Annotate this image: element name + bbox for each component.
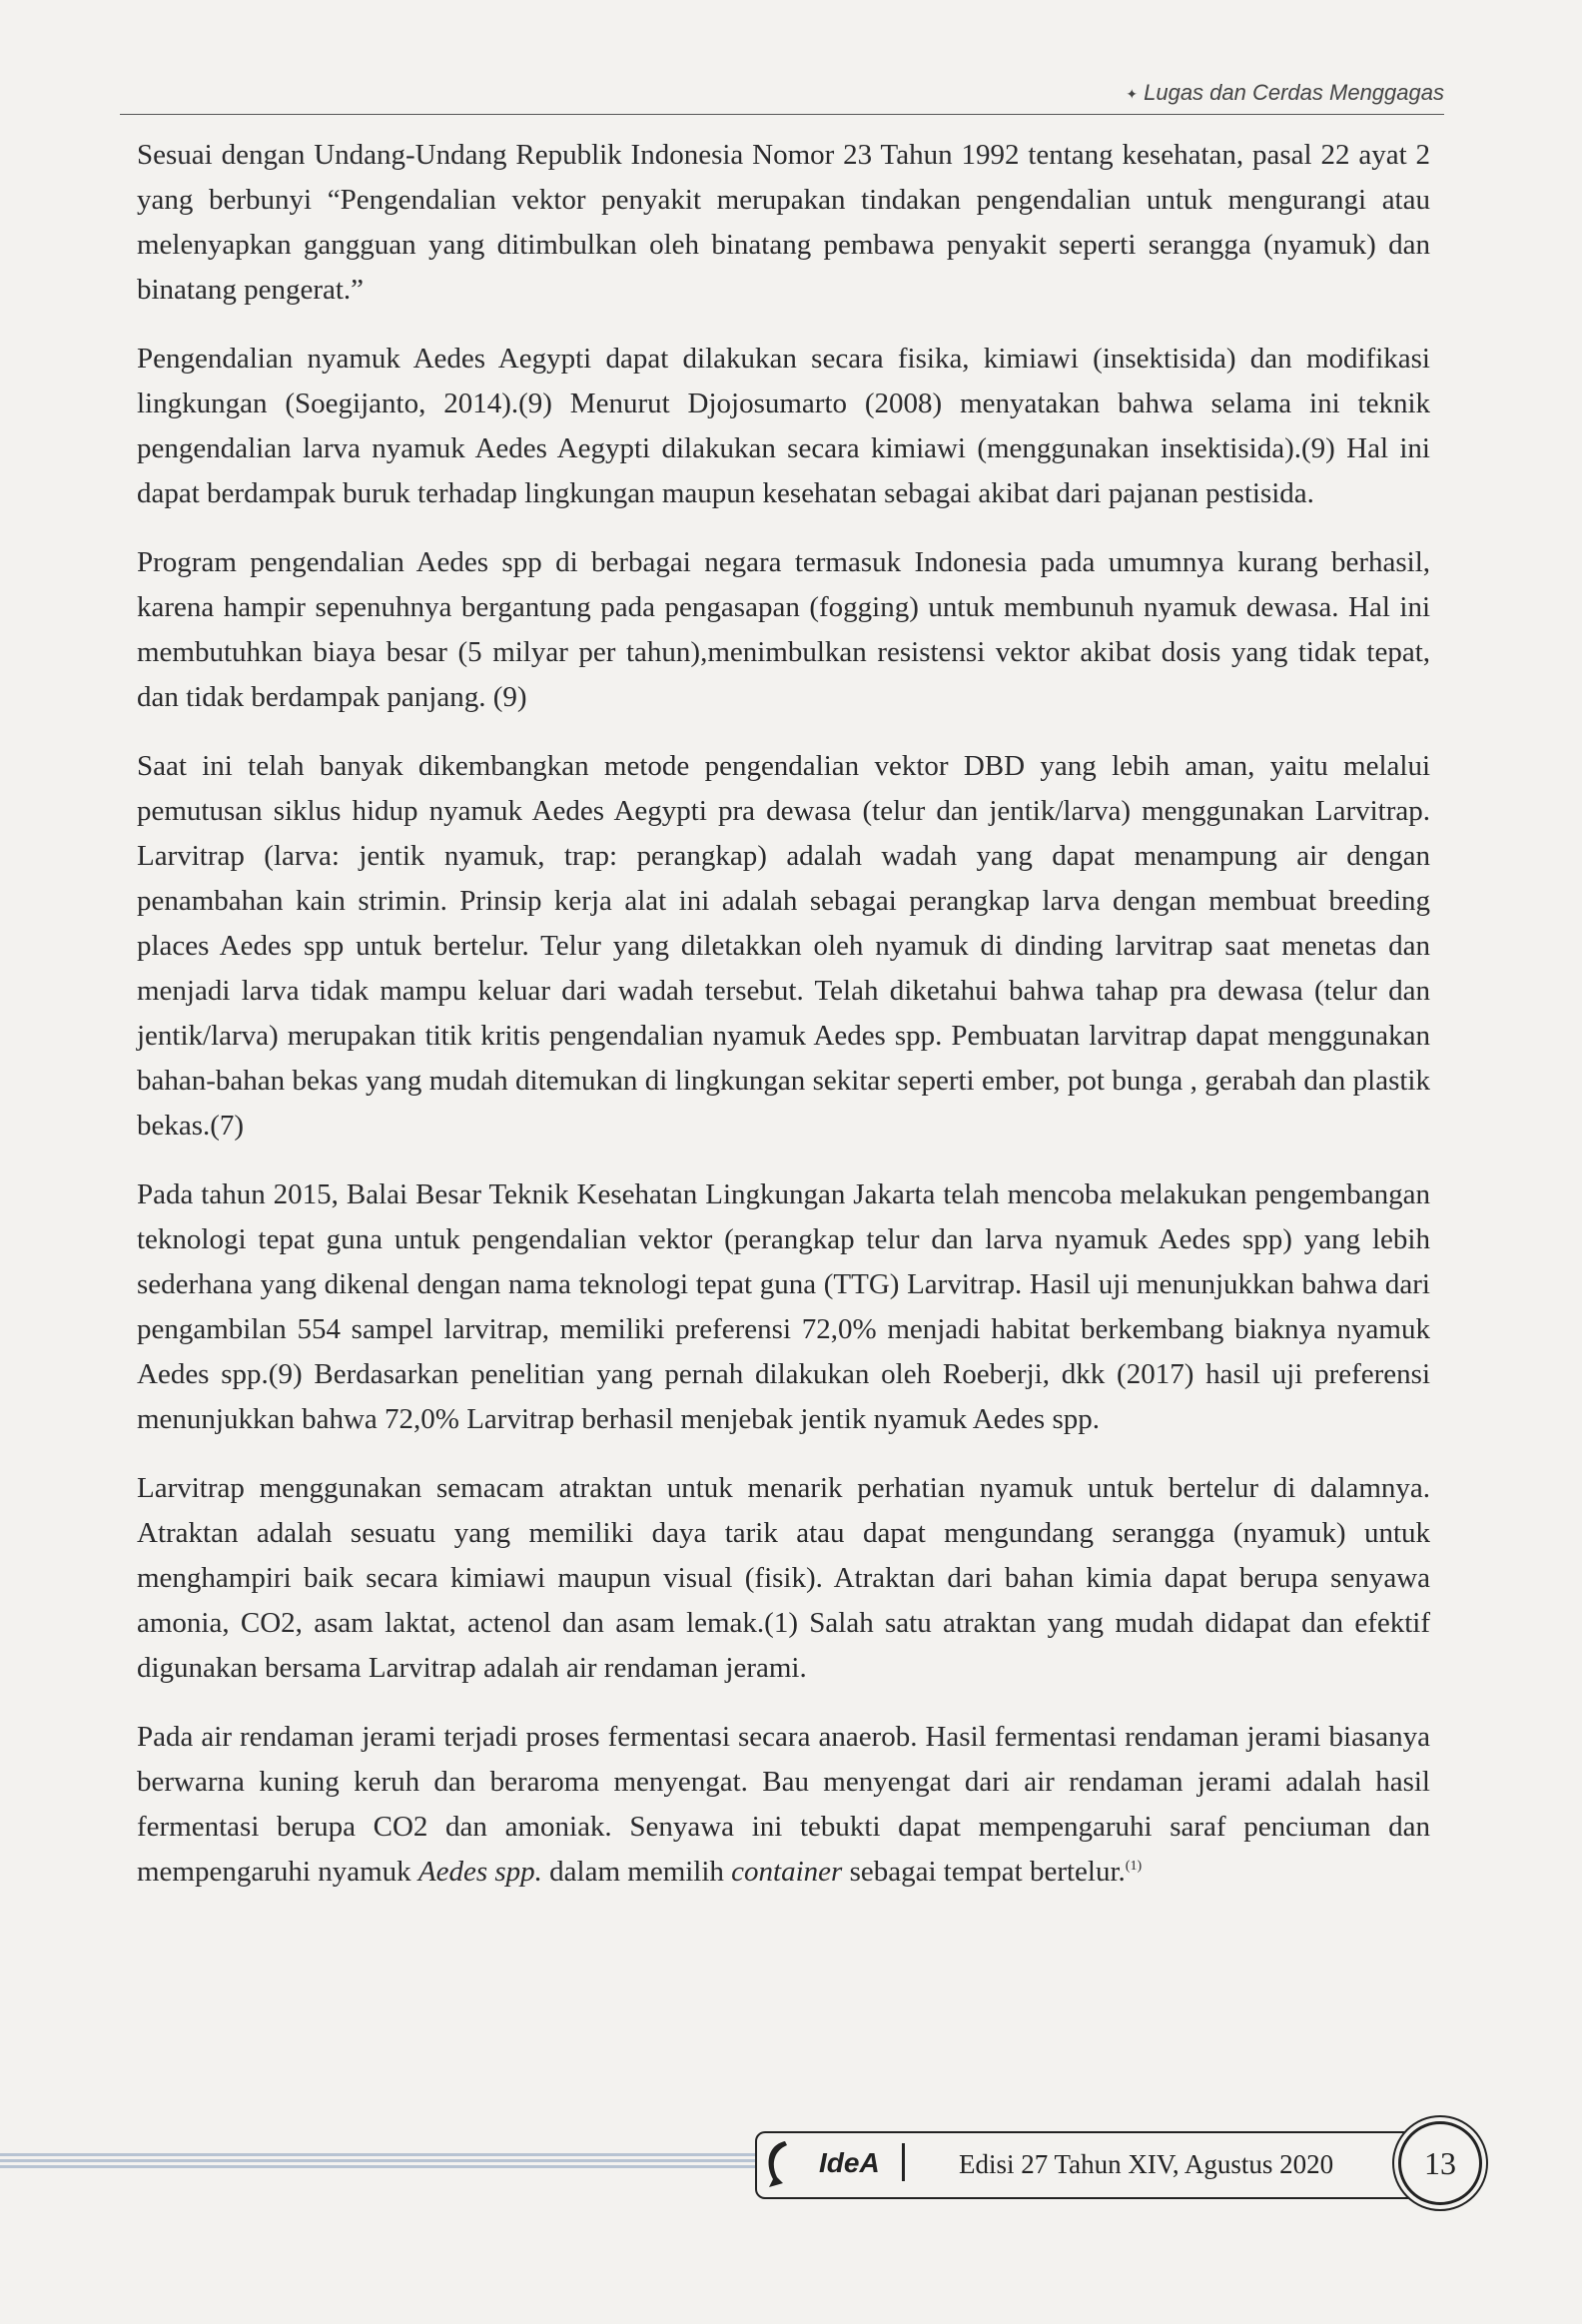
paragraph-7-text-b: dalam memilih: [541, 1856, 732, 1888]
page-footer: [0, 2117, 1582, 2207]
header-rule: [120, 114, 1444, 115]
footer-decorative-lines: [0, 2153, 789, 2171]
page-number: 13: [1398, 2121, 1482, 2205]
species-name: Aedes spp.: [417, 1856, 542, 1888]
citation-superscript: (1): [1125, 1859, 1143, 1874]
paragraph-7: [137, 1715, 1430, 1895]
article-body: [137, 133, 1430, 1919]
bullet-icon: ✦: [1126, 85, 1139, 102]
page-header: [120, 76, 1444, 116]
edition-info: Edisi 27 Tahun XIV, Agustus 2020: [959, 2149, 1334, 2179]
logo-swoosh-icon: [761, 2135, 791, 2191]
magazine-logo: IdeA: [819, 2147, 880, 2178]
running-header-text: Lugas dan Cerdas Menggagas: [1144, 80, 1444, 105]
paragraph-2: Pengendalian nyamuk Aedes Aegypti dapat dilakukan secara fisika, kimiawi (insektisida) dan modifikasi lingkungan (Soegijanto, 2014).(9) Menurut Djojosumarto (2008) menyatakan bahwa selama ini teknik pengendalian larva nyamuk Aedes Aegypti dilakukan secara kimiawi (menggunakan insektisida).(9) Hal ini dapat berdampak buruk terhadap lingkungan maupun kesehatan sebagai akibat dari pajanan pestisida.: [137, 343, 1430, 509]
container-term: container: [731, 1856, 843, 1888]
paragraph-7-text-c: sebagai tempat bertelur.: [842, 1856, 1126, 1888]
paragraph-6: Larvitrap menggunakan semacam atraktan untuk menarik perhatian nyamuk untuk bertelur di dalamnya. Atraktan adalah sesuatu yang memiliki daya tarik atau dapat mengundang serangga (nyamuk) untuk menghampiri baik secara kimiawi maupun visual (fisik). Atraktan dari bahan kimia dapat berupa senyawa amonia, CO2, asam laktat, actenol dan asam lemak.(1) Salah satu atraktan yang mudah didapat dan efektif digunakan bersama Larvitrap adalah air rendaman jerami.: [137, 1472, 1430, 1684]
paragraph-5: Pada tahun 2015, Balai Besar Teknik Kesehatan Lingkungan Jakarta telah mencoba melakukan pengembangan teknologi tepat guna untuk pengendalian vektor (perangkap telur dan larva nyamuk Aedes spp) yang lebih sederhana yang dikenal dengan nama teknologi tepat guna (TTG) Larvitrap. Hasil uji menunjukkan bahwa dari pengambilan 554 sampel larvitrap, memiliki preferensi 72,0% menjadi habitat berkembang biaknya nyamuk Aedes spp.(9) Berdasarkan penelitian yang pernah dilakukan oleh Roeberji, dkk (2017) hasil uji preferensi menunjukkan bahwa 72,0% Larvitrap berhasil menjebak jentik nyamuk Aedes spp.: [137, 1178, 1430, 1435]
paragraph-4: Saat ini telah banyak dikembangkan metode pengendalian vektor DBD yang lebih aman, yaitu melalui pemutusan siklus hidup nyamuk Aedes Aegypti pra dewasa (telur dan jentik/larva) menggunakan Larvitrap. Larvitrap (larva: jentik nyamuk, trap: perangkap) adalah wadah yang dapat menampung air dengan penambahan kain strimin. Prinsip kerja alat ini adalah sebagai perangkap larva dengan membuat breeding places Aedes spp untuk bertelur. Telur yang diletakkan oleh nyamuk di dinding larvitrap saat menetas dan menjadi larva tidak mampu keluar dari wadah tersebut. Telah diketahui bahwa tahap pra dewasa (telur dan jentik/larva) merupakan titik kritis pengendalian nyamuk Aedes spp. Pembuatan larvitrap dapat menggunakan bahan-bahan bekas yang mudah ditemukan di lingkungan sekitar seperti ember, pot bunga , gerabah dan plastik bekas.(7): [137, 750, 1430, 1142]
paragraph-3: Program pengendalian Aedes spp di berbagai negara termasuk Indonesia pada umumnya kurang berhasil, karena hampir sepenuhnya bergantung pada pengasapan (fogging) untuk membunuh nyamuk dewasa. Hal ini membutuhkan biaya besar (5 milyar per tahun),menimbulkan resistensi vektor akibat dosis yang tidak tepat, dan tidak berdampak panjang. (9): [137, 546, 1430, 713]
running-header: [1126, 80, 1444, 106]
paragraph-1: Sesuai dengan Undang-Undang Republik Indonesia Nomor 23 Tahun 1992 tentang kesehatan, pasal 22 ayat 2 yang berbunyi “Pengendalian vektor penyakit merupakan tindakan pengendalian untuk mengurangi atau melenyapkan gangguan yang ditimbulkan oleh binatang pembawa penyakit seperti serangga (nyamuk) dan binatang pengerat.”: [137, 139, 1430, 306]
paragraph-7-text-a: Pada air rendaman jerami terjadi proses fermentasi secara anaerob. Hasil fermentasi rendaman jerami biasanya berwarna kuning keruh dan beraroma menyengat. Bau menyengat dari air rendaman jerami adalah hasil fermentasi berupa CO2 dan amoniak. Senyawa ini tebukti dapat mempengaruhi saraf penciuman dan mempengaruhi nyamuk: [137, 1721, 1430, 1888]
footer-separator: [902, 2143, 905, 2181]
